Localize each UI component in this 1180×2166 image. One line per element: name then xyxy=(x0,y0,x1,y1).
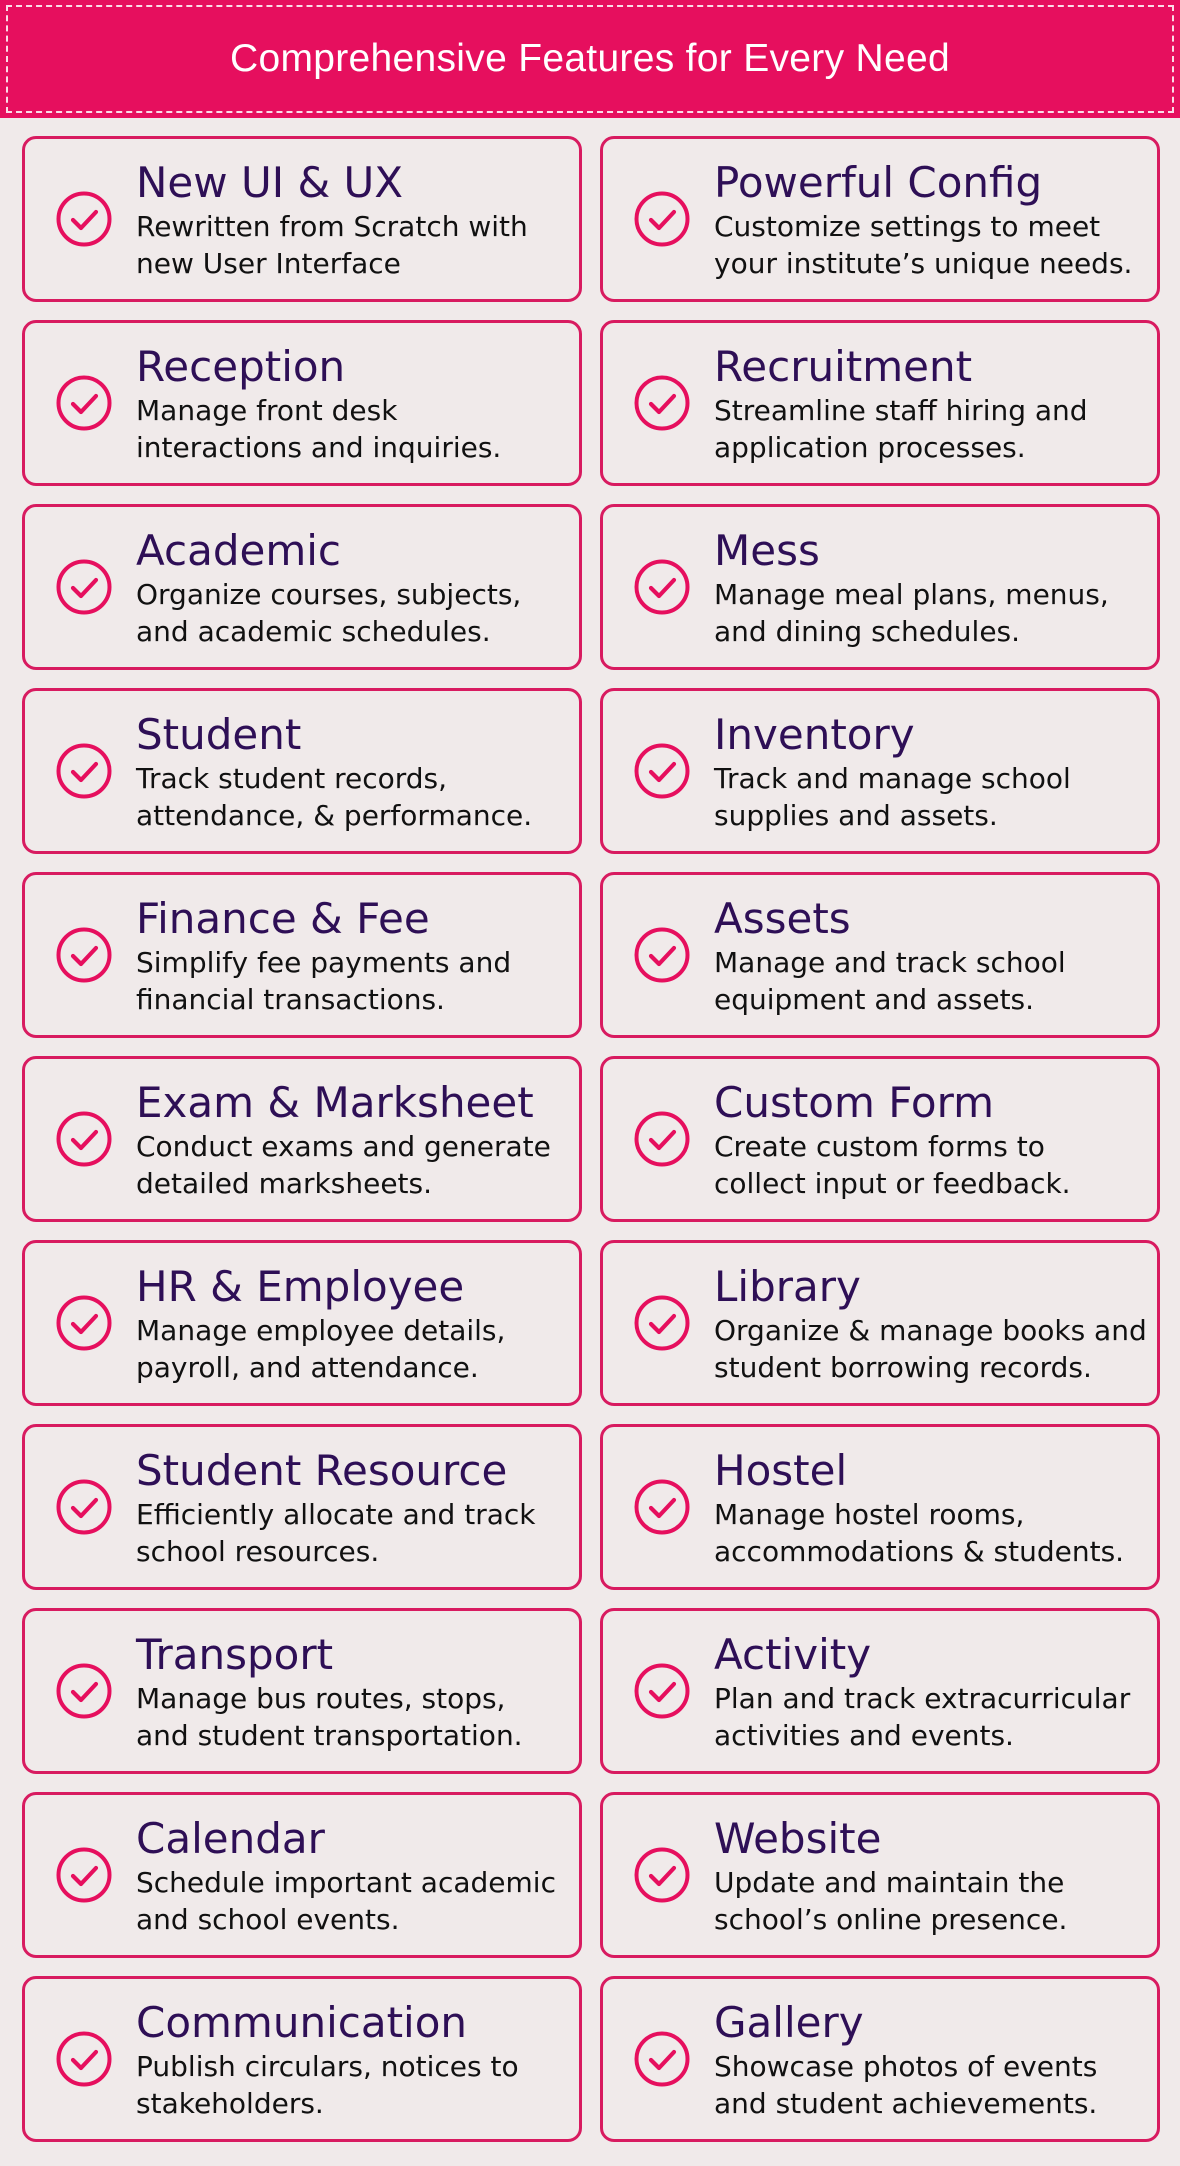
feature-card xyxy=(22,136,582,302)
feature-title: Student Resource xyxy=(136,1446,508,1495)
check-circle-icon xyxy=(55,190,113,248)
feature-description-line: student borrowing records. xyxy=(714,1351,1092,1384)
feature-text xyxy=(714,1447,1147,1570)
feature-title: New UI & UX xyxy=(136,158,404,207)
check-circle-icon xyxy=(633,742,691,800)
feature-description xyxy=(714,392,1147,466)
feature-description xyxy=(714,2048,1147,2122)
feature-description-line: Update and maintain the xyxy=(714,1866,1065,1899)
feature-description-line: accommodations & students. xyxy=(714,1535,1125,1568)
feature-title: Activity xyxy=(714,1630,872,1679)
check-circle-icon xyxy=(55,2030,113,2088)
feature-card xyxy=(600,688,1160,854)
feature-description xyxy=(136,1312,569,1386)
feature-text xyxy=(136,343,569,466)
feature-description-line: Create custom forms to xyxy=(714,1130,1045,1163)
feature-text xyxy=(714,1999,1147,2122)
feature-text xyxy=(714,1815,1147,1938)
feature-title: Calendar xyxy=(136,1814,325,1863)
feature-description xyxy=(136,208,569,282)
feature-description-line: interactions and inquiries. xyxy=(136,431,502,464)
feature-description xyxy=(136,944,569,1018)
feature-description-line: Streamline staff hiring and xyxy=(714,394,1088,427)
check-circle-icon xyxy=(55,742,113,800)
feature-description xyxy=(136,1680,569,1754)
feature-text xyxy=(136,1815,569,1938)
feature-description-line: your institute’s unique needs. xyxy=(714,247,1133,280)
feature-description-line: Organize courses, subjects, xyxy=(136,578,522,611)
feature-description-line: Manage employee details, xyxy=(136,1314,506,1347)
page-title: Comprehensive Features for Every Need xyxy=(230,37,950,80)
feature-title: Mess xyxy=(714,526,820,575)
feature-description-line: Schedule important academic xyxy=(136,1866,556,1899)
feature-title: Inventory xyxy=(714,710,915,759)
feature-description-line: school resources. xyxy=(136,1535,380,1568)
feature-card xyxy=(22,1608,582,1774)
feature-title: Assets xyxy=(714,894,851,943)
check-circle-icon xyxy=(55,1846,113,1904)
feature-text xyxy=(714,711,1147,834)
feature-card xyxy=(600,1424,1160,1590)
feature-card xyxy=(22,1056,582,1222)
check-circle-icon xyxy=(633,1478,691,1536)
feature-grid xyxy=(22,136,1160,2142)
feature-description-line: and student achievements. xyxy=(714,2087,1098,2120)
feature-description-line: and school events. xyxy=(136,1903,400,1936)
feature-description-line: equipment and assets. xyxy=(714,983,1035,1016)
feature-description xyxy=(136,1864,569,1938)
feature-card xyxy=(22,1792,582,1958)
feature-title: Custom Form xyxy=(714,1078,995,1127)
feature-card xyxy=(22,320,582,486)
feature-card xyxy=(22,1424,582,1590)
feature-title: Exam & Marksheet xyxy=(136,1078,534,1127)
feature-card xyxy=(600,1240,1160,1406)
feature-description-line: Conduct exams and generate xyxy=(136,1130,551,1163)
feature-card xyxy=(600,504,1160,670)
feature-description-line: Track student records, xyxy=(136,762,448,795)
feature-description-line: Manage and track school xyxy=(714,946,1066,979)
feature-description-line: Manage hostel rooms, xyxy=(714,1498,1025,1531)
feature-description xyxy=(714,1680,1147,1754)
feature-card xyxy=(600,136,1160,302)
check-circle-icon xyxy=(55,926,113,984)
feature-description-line: stakeholders. xyxy=(136,2087,324,2120)
feature-title: Reception xyxy=(136,342,346,391)
check-circle-icon xyxy=(55,374,113,432)
feature-card xyxy=(22,1976,582,2142)
feature-text xyxy=(714,1631,1147,1754)
feature-title: Recruitment xyxy=(714,342,973,391)
feature-description-line: Efficiently allocate and track xyxy=(136,1498,536,1531)
feature-description xyxy=(136,392,569,466)
feature-text xyxy=(136,711,569,834)
feature-description-line: Simplify fee payments and xyxy=(136,946,512,979)
feature-description-line: financial transactions. xyxy=(136,983,445,1016)
feature-text xyxy=(136,1999,569,2122)
check-circle-icon xyxy=(633,1846,691,1904)
feature-description-line: Track and manage school xyxy=(714,762,1071,795)
feature-text xyxy=(136,1263,569,1386)
check-circle-icon xyxy=(633,1110,691,1168)
check-circle-icon xyxy=(55,1478,113,1536)
feature-description-line: Showcase photos of events xyxy=(714,2050,1098,2083)
feature-description-line: Plan and track extracurricular xyxy=(714,1682,1131,1715)
header-banner xyxy=(0,0,1180,118)
feature-text xyxy=(714,527,1147,650)
feature-description-line: and academic schedules. xyxy=(136,615,491,648)
feature-description-line: and dining schedules. xyxy=(714,615,1021,648)
check-circle-icon xyxy=(633,1294,691,1352)
feature-text xyxy=(136,895,569,1018)
feature-text xyxy=(136,527,569,650)
feature-description xyxy=(136,760,569,834)
feature-card xyxy=(600,1608,1160,1774)
feature-title: Transport xyxy=(136,1630,334,1679)
feature-text xyxy=(714,1079,1147,1202)
check-circle-icon xyxy=(633,926,691,984)
feature-description-line: collect input or feedback. xyxy=(714,1167,1071,1200)
feature-card xyxy=(600,320,1160,486)
feature-card xyxy=(600,1976,1160,2142)
feature-description-line: new User Interface xyxy=(136,247,401,280)
check-circle-icon xyxy=(633,374,691,432)
feature-description xyxy=(136,576,569,650)
feature-card xyxy=(600,1056,1160,1222)
feature-title: Library xyxy=(714,1262,861,1311)
feature-description xyxy=(714,576,1147,650)
feature-text xyxy=(136,1079,569,1202)
feature-description xyxy=(136,1128,569,1202)
feature-description xyxy=(136,2048,569,2122)
feature-description-line: Customize settings to meet xyxy=(714,210,1101,243)
feature-card xyxy=(22,504,582,670)
feature-description xyxy=(714,760,1147,834)
check-circle-icon xyxy=(55,1110,113,1168)
check-circle-icon xyxy=(55,1662,113,1720)
feature-card xyxy=(22,872,582,1038)
check-circle-icon xyxy=(633,558,691,616)
feature-card xyxy=(22,688,582,854)
feature-description xyxy=(714,944,1147,1018)
feature-description xyxy=(714,1312,1147,1386)
feature-description-line: application processes. xyxy=(714,431,1026,464)
feature-card xyxy=(600,1792,1160,1958)
feature-description-line: Manage front desk xyxy=(136,394,398,427)
feature-title: Gallery xyxy=(714,1998,864,2047)
feature-title: Student xyxy=(136,710,302,759)
check-circle-icon xyxy=(55,558,113,616)
feature-description-line: payroll, and attendance. xyxy=(136,1351,479,1384)
feature-description-line: school’s online presence. xyxy=(714,1903,1068,1936)
check-circle-icon xyxy=(633,2030,691,2088)
feature-title: Website xyxy=(714,1814,882,1863)
feature-description-line: Publish circulars, notices to xyxy=(136,2050,519,2083)
feature-description xyxy=(714,208,1147,282)
feature-text xyxy=(136,1447,569,1570)
feature-text xyxy=(136,159,569,282)
feature-description-line: Manage bus routes, stops, xyxy=(136,1682,506,1715)
feature-title: Powerful Config xyxy=(714,158,1043,207)
feature-title: HR & Employee xyxy=(136,1262,465,1311)
check-circle-icon xyxy=(633,1662,691,1720)
check-circle-icon xyxy=(633,190,691,248)
feature-description xyxy=(714,1864,1147,1938)
header-dashed-frame xyxy=(6,5,1174,113)
feature-description xyxy=(714,1496,1147,1570)
feature-text xyxy=(714,343,1147,466)
feature-card xyxy=(22,1240,582,1406)
check-circle-icon xyxy=(55,1294,113,1352)
feature-description-line: detailed marksheets. xyxy=(136,1167,433,1200)
feature-text xyxy=(714,895,1147,1018)
feature-text xyxy=(714,1263,1147,1386)
feature-description-line: activities and events. xyxy=(714,1719,1014,1752)
feature-description-line: attendance, & performance. xyxy=(136,799,533,832)
feature-title: Hostel xyxy=(714,1446,848,1495)
feature-description-line: supplies and assets. xyxy=(714,799,998,832)
feature-description-line: and student transportation. xyxy=(136,1719,523,1752)
feature-text xyxy=(714,159,1147,282)
feature-description xyxy=(136,1496,569,1570)
feature-card xyxy=(600,872,1160,1038)
feature-title: Communication xyxy=(136,1998,468,2047)
feature-text xyxy=(136,1631,569,1754)
feature-description xyxy=(714,1128,1147,1202)
feature-description-line: Manage meal plans, menus, xyxy=(714,578,1109,611)
feature-description-line: Rewritten from Scratch with xyxy=(136,210,528,243)
feature-description-line: Organize & manage books and xyxy=(714,1314,1147,1347)
feature-title: Academic xyxy=(136,526,341,575)
feature-title: Finance & Fee xyxy=(136,894,430,943)
